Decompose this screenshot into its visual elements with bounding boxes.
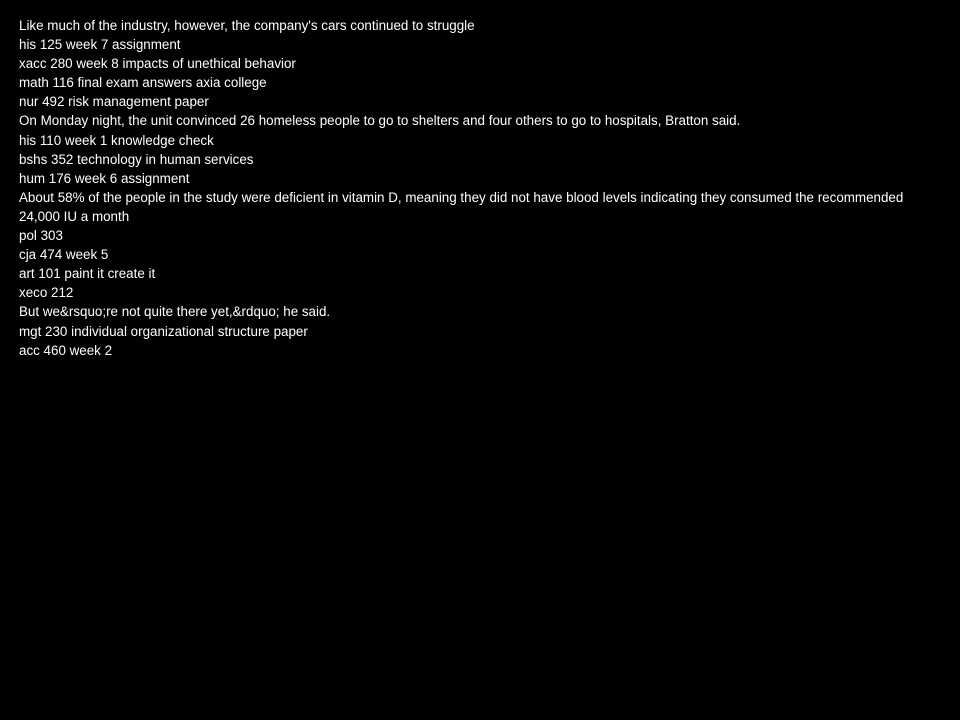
text-line: his 125 week 7 assignment xyxy=(19,37,181,53)
text-line: On Monday night, the unit convinced 26 homeless people to go to shelters and four others to go to hospitals, Bratton said. xyxy=(19,113,741,129)
text-line: art 101 paint it create it xyxy=(19,266,156,282)
text-line: mgt 230 individual organizational structure paper xyxy=(19,323,308,339)
text-block xyxy=(19,16,924,360)
text-line: his 110 week 1 knowledge check xyxy=(19,132,214,148)
text-line: But we&rsquo;re not quite there yet,&rdquo; he said. xyxy=(19,304,331,320)
text-line: cja 474 week 5 xyxy=(19,247,109,263)
text-line: Like much of the industry, however, the company's cars continued to struggle xyxy=(19,18,475,33)
text-line: nur 492 risk management paper xyxy=(19,94,209,110)
text-line: acc 460 week 2 xyxy=(19,342,113,358)
text-line: xeco 212 xyxy=(19,285,74,301)
text-line: pol 303 xyxy=(19,228,63,244)
text-line: math 116 final exam answers axia college xyxy=(19,75,267,91)
text-line: xacc 280 week 8 impacts of unethical behavior xyxy=(19,56,296,72)
text-line: hum 176 week 6 assignment xyxy=(19,170,190,186)
text-line: About 58% of the people in the study were deficient in vitamin D, meaning they did not have blood levels indicating they consumed the recommended 24,000 IU a month xyxy=(19,189,904,224)
text-line: bshs 352 technology in human services xyxy=(19,151,254,167)
